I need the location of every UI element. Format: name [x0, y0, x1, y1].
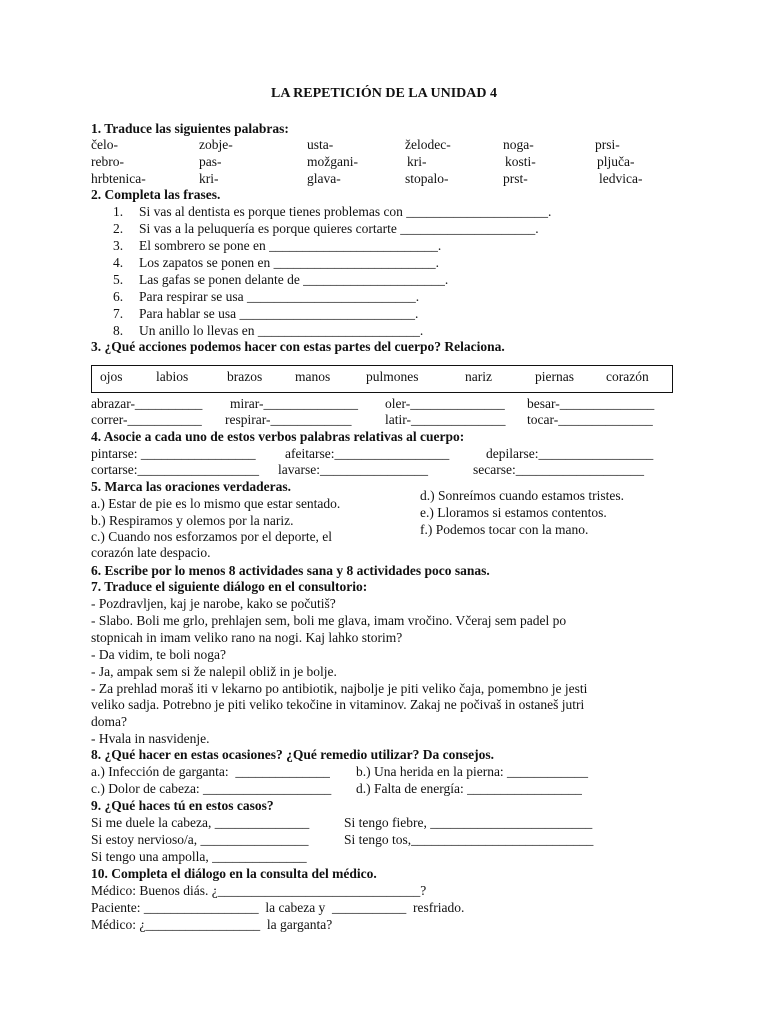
word-cell: glava-: [307, 171, 341, 186]
word-cell: ledvica-: [599, 171, 643, 186]
word-cell: kosti-: [505, 154, 536, 169]
section-9-heading: 9. ¿Qué haces tú en estos casos?: [91, 798, 274, 813]
verb-cell: cortarse:__________________: [91, 462, 259, 477]
box-word: manos: [295, 369, 331, 384]
section-10-heading: 10. Completa el diálogo en la consulta del médico.: [91, 866, 377, 881]
box-word: labios: [156, 369, 189, 384]
word-cell: noga-: [503, 137, 534, 152]
dialogue-line: - Za prehlad moraš iti v lekarno po antibiotik, najbolje je piti veliko čaja, pomembno je jesti: [91, 681, 588, 696]
dialogue-line: - Pozdravljen, kaj je narobe, kako se počutiš?: [91, 596, 336, 611]
word-cell: pljuča-: [597, 154, 635, 169]
dialogue-line: - Slabo. Boli me grlo, prehlajen sem, boli me glava, imam vročino. Včeraj sem padel po: [91, 613, 567, 628]
worksheet-page: LA REPETICIÓN DE LA UNIDAD 4 1. Traduce las siguientes palabras: čelo- zobje- usta- želodec- noga- prsi- rebro- pas- možgani- kri- kosti- pljuča- hrbtenica- kri- glava- stopalo- prst- ledvica- 2. Completa las frases. 1. Si vas al dentista es porque tienes problemas con _____________________. 2. Si vas a la peluquería es porque quieres cortarte ____________________. 3. El sombrero se pone en _________________________. 4. Los zapatos se ponen en ________________________. 5. Las gafas se ponen delante de _____________________. 6. Para respirar se usa _________________________. 7. Para hablar se usa __________________________. 8. Un anillo lo llevas en ________________________. 3. ¿Qué acciones podemos hacer con estas partes del cuerpo? Relaciona. ojos labios brazos manos pulmones nariz piernas corazón abrazar-__________ mirar-______________ oler-______________ besar-______________ correr-___________ respirar-____________ latir-______________ tocar-______________ 4. Asocie a cada uno de estos verbos palabras relativas al cuerpo: pintarse: _________________ afeitarse:_________________ depilarse:_________________ cortarse:__________________ lavarse:________________ secarse:___________________ 5. Marca las oraciones verdaderas. a.) Estar de pie es lo mismo que estar sentado. b.) Respiramos y olemos por la nariz. c.) Cuando nos esforzamos por el deporte, el corazón late despacio. d.) Sonreímos cuando estamos tristes. e.) Lloramos si estamos contentos. f.) Podemos tocar con la mano. 6. Escribe por lo menos 8 actividades sana y 8 actividades poco sanas. 7. Traduce el siguiente diálogo en el consultorio: - Pozdravljen, kaj je narobe, kako se počutiš? - Slabo. Boli me grlo, prehlajen sem, boli me glava, imam vročino. Včeraj sem padel po stopnicah in imam veliko rano na nogi. Kaj lahko storim? - Da vidim, te boli noga? - Ja, ampak sem si že nalepil obliž in je bolje. - Za prehlad moraš iti v lekarno po antibiotik, najbolje je piti veliko čaja, pomembno je jesti veliko sadja. Potrebno je piti veliko tekočine in vitaminov. Zakaj ne počivaš in ostaneš jutri doma? - Hvala in nasvidenje. 8. ¿Qué hacer en estas ocasiones? ¿Qué remedio utilizar? Da consejos. a.) Infección de garganta: ______________ b.) Una herida en la pierna: ____________ c.) Dolor de cabeza: ___________________ d.) Falta de energía: _________________ 9. ¿Qué haces tú en estos casos? Si me duele la cabeza, ______________ Si tengo fiebre, ________________________ Si estoy nervioso/a, ________________ Si tengo tos,___________________________ Si tengo una ampolla, ______________ 10. Completa el diálogo en la consulta del médico. Médico: Buenos diás. ¿______________________________? Paciente: _________________ la cabeza y ___________ resfriado. Médico: ¿_________________ la garganta?: [0, 0, 768, 1024]
word-cell: zobje-: [199, 137, 233, 152]
case-cell: Si tengo tos,___________________________: [344, 832, 594, 847]
occasion-cell: b.) Una herida en la pierna: ____________: [356, 764, 589, 779]
verb-cell: secarse:___________________: [473, 462, 644, 477]
dialogue-line: Paciente: _________________ la cabeza y ___________ resfriado.: [91, 900, 465, 915]
word-cell: hrbtenica-: [91, 171, 146, 186]
section-4-heading: 4. Asocie a cada uno de estos verbos palabras relativas al cuerpo:: [91, 429, 465, 444]
word-cell: pas-: [199, 154, 222, 169]
word-cell: rebro-: [91, 154, 124, 169]
verb-cell: pintarse: _________________: [91, 446, 256, 461]
dialogue-line: Médico: ¿_________________ la garganta?: [91, 917, 333, 932]
occasion-cell: c.) Dolor de cabeza: ___________________: [91, 781, 332, 796]
section-7-heading: 7. Traduce el siguiente diálogo en el consultorio:: [91, 579, 368, 594]
verb-cell: afeitarse:_________________: [285, 446, 450, 461]
dialogue-line: doma?: [91, 714, 127, 729]
section-6-heading: 6. Escribe por lo menos 8 actividades sana y 8 actividades poco sanas.: [91, 563, 490, 578]
section-2-heading: 2. Completa las frases.: [91, 187, 221, 202]
match-cell: respirar-____________: [225, 412, 352, 427]
word-cell: prsi-: [595, 137, 620, 152]
statement: a.) Estar de pie es lo mismo que estar sentado.: [91, 496, 341, 511]
match-cell: mirar-______________: [230, 396, 358, 411]
occasion-cell: d.) Falta de energía: _________________: [356, 781, 582, 796]
statement: e.) Lloramos si estamos contentos.: [420, 505, 607, 520]
box-word: ojos: [100, 369, 123, 384]
word-cell: možgani-: [307, 154, 358, 169]
section-5-heading: 5. Marca las oraciones verdaderas.: [91, 479, 291, 494]
dialogue-line: stopnicah in imam veliko rano na nogi. Kaj lahko storim?: [91, 630, 403, 645]
word-cell: prst-: [503, 171, 528, 186]
match-cell: latir-______________: [385, 412, 506, 427]
box-word: nariz: [465, 369, 492, 384]
word-cell: želodec-: [405, 137, 451, 152]
statement: corazón late despacio.: [91, 545, 211, 560]
match-cell: besar-______________: [527, 396, 655, 411]
word-cell: kri-: [407, 154, 427, 169]
box-word: brazos: [227, 369, 263, 384]
match-cell: correr-___________: [91, 412, 202, 427]
body-parts-word-box: [91, 365, 673, 393]
statement: f.) Podemos tocar con la mano.: [420, 522, 589, 537]
case-cell: Si tengo fiebre, ________________________: [344, 815, 593, 830]
section-1-heading: 1. Traduce las siguientes palabras:: [91, 121, 289, 136]
case-cell: Si me duele la cabeza, ______________: [91, 815, 310, 830]
verb-cell: depilarse:_________________: [486, 446, 654, 461]
occasion-cell: a.) Infección de garganta: ______________: [91, 764, 330, 779]
word-cell: usta-: [307, 137, 334, 152]
case-cell: Si tengo una ampolla, ______________: [91, 849, 307, 864]
dialogue-line: - Ja, ampak sem si že nalepil obliž in je bolje.: [91, 664, 337, 679]
match-cell: oler-______________: [385, 396, 505, 411]
statement: d.) Sonreímos cuando estamos tristes.: [420, 488, 624, 503]
verb-cell: lavarse:________________: [278, 462, 428, 477]
word-cell: čelo-: [91, 137, 118, 152]
box-word: pulmones: [366, 369, 419, 384]
section-3-heading: 3. ¿Qué acciones podemos hacer con estas partes del cuerpo? Relaciona.: [91, 339, 505, 354]
section-8-heading: 8. ¿Qué hacer en estas ocasiones? ¿Qué remedio utilizar? Da consejos.: [91, 747, 494, 762]
box-word: corazón: [606, 369, 649, 384]
case-cell: Si estoy nervioso/a, ________________: [91, 832, 309, 847]
match-cell: abrazar-__________: [91, 396, 203, 411]
match-cell: tocar-______________: [527, 412, 653, 427]
word-cell: stopalo-: [405, 171, 449, 186]
dialogue-line: - Da vidim, te boli noga?: [91, 647, 226, 662]
statement: b.) Respiramos y olemos por la nariz.: [91, 513, 294, 528]
box-word: piernas: [535, 369, 574, 384]
dialogue-line: Médico: Buenos diás. ¿______________________________?: [91, 883, 427, 898]
page-title: LA REPETICIÓN DE LA UNIDAD 4: [271, 86, 497, 101]
statement: c.) Cuando nos esforzamos por el deporte, el: [91, 529, 333, 544]
dialogue-line: - Hvala in nasvidenje.: [91, 731, 210, 746]
dialogue-line: veliko sadja. Potrebno je piti veliko tekočine in vitaminov. Zakaj ne počivaš in ostaneš jutri: [91, 697, 585, 712]
word-cell: kri-: [199, 171, 219, 186]
